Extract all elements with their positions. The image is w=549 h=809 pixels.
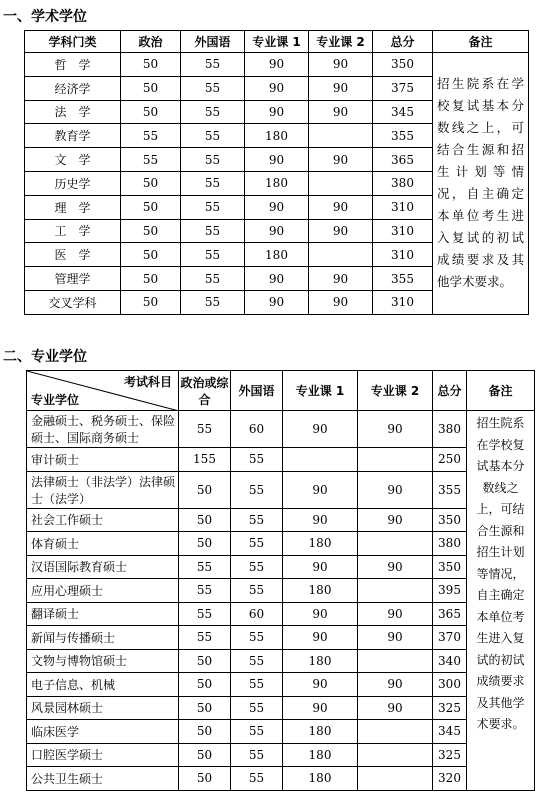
discipline-cell: 医 学 (25, 243, 121, 267)
score-cell: 90 (245, 290, 309, 314)
degree-cell: 审计硕士 (27, 448, 179, 472)
score-cell: 55 (181, 219, 245, 243)
col-header: 备注 (433, 31, 529, 53)
col-header: 备注 (467, 371, 535, 411)
table-row (27, 649, 535, 673)
diag-header-top: 考试科目 (123, 375, 172, 389)
discipline-cell: 经济学 (25, 76, 121, 100)
score-cell: 55 (231, 720, 283, 744)
score-cell: 345 (433, 720, 467, 744)
score-cell: 350 (373, 53, 433, 77)
degree-cell: 公共卫生硕士 (27, 767, 179, 791)
degree-cell: 体育硕士 (27, 532, 179, 556)
discipline-cell: 法 学 (25, 100, 121, 124)
section1-title: 一、学术学位 (3, 9, 87, 25)
col-header: 专业课 1 (245, 31, 309, 53)
table-header-row (27, 371, 535, 411)
table-row (27, 448, 535, 472)
discipline-cell: 工 学 (25, 219, 121, 243)
score-cell: 50 (179, 649, 231, 673)
diagonal-header (27, 371, 179, 411)
degree-cell: 翻译硕士 (27, 602, 179, 626)
score-cell: 355 (373, 267, 433, 291)
score-cell: 355 (433, 471, 467, 508)
score-cell: 50 (179, 508, 231, 532)
score-cell: 90 (309, 148, 373, 172)
score-cell: 90 (245, 53, 309, 77)
score-cell: 90 (358, 696, 433, 720)
score-cell: 50 (121, 267, 181, 291)
score-cell: 90 (283, 471, 358, 508)
score-cell (358, 743, 433, 767)
score-cell: 90 (358, 602, 433, 626)
score-cell (309, 124, 373, 148)
degree-cell: 临床医学 (27, 720, 179, 744)
degree-cell: 汉语国际教育硕士 (27, 555, 179, 579)
score-cell: 55 (231, 555, 283, 579)
table-row (27, 673, 535, 697)
score-cell: 55 (231, 579, 283, 603)
score-cell (309, 171, 373, 195)
score-cell: 55 (181, 76, 245, 100)
score-cell: 55 (181, 148, 245, 172)
score-cell: 90 (358, 555, 433, 579)
score-cell: 380 (433, 411, 467, 448)
score-cell: 90 (358, 673, 433, 697)
table-row (27, 471, 535, 508)
score-cell: 55 (121, 124, 181, 148)
score-cell: 310 (373, 219, 433, 243)
col-header: 专业课 1 (283, 371, 358, 411)
score-cell: 55 (181, 243, 245, 267)
degree-cell: 法律硕士（非法学）法律硕士（法学） (27, 471, 179, 508)
score-cell (358, 720, 433, 744)
score-cell: 55 (231, 767, 283, 791)
score-cell: 50 (179, 767, 231, 791)
score-cell: 90 (283, 508, 358, 532)
score-cell: 55 (181, 171, 245, 195)
degree-cell: 社会工作硕士 (27, 508, 179, 532)
score-cell: 60 (231, 602, 283, 626)
degree-cell: 电子信息、机械 (27, 673, 179, 697)
discipline-cell: 历史学 (25, 171, 121, 195)
score-cell: 55 (231, 508, 283, 532)
score-cell: 90 (283, 696, 358, 720)
score-cell: 50 (121, 171, 181, 195)
score-cell: 90 (309, 290, 373, 314)
score-cell: 55 (179, 579, 231, 603)
score-cell: 350 (433, 508, 467, 532)
score-cell: 55 (181, 195, 245, 219)
score-cell (283, 448, 358, 472)
score-cell: 90 (358, 411, 433, 448)
score-cell: 50 (121, 53, 181, 77)
score-cell: 55 (231, 673, 283, 697)
discipline-cell: 管理学 (25, 267, 121, 291)
score-cell: 90 (309, 195, 373, 219)
score-cell: 90 (245, 148, 309, 172)
discipline-cell: 哲 学 (25, 53, 121, 77)
table-row (27, 743, 535, 767)
discipline-cell: 理 学 (25, 195, 121, 219)
score-cell: 365 (433, 602, 467, 626)
score-cell: 90 (309, 76, 373, 100)
score-cell: 90 (283, 411, 358, 448)
score-cell: 55 (231, 471, 283, 508)
score-cell: 50 (179, 673, 231, 697)
score-cell (358, 649, 433, 673)
score-cell: 320 (433, 767, 467, 791)
score-cell: 380 (373, 171, 433, 195)
score-cell: 340 (433, 649, 467, 673)
score-cell: 55 (181, 124, 245, 148)
score-cell: 90 (358, 471, 433, 508)
table-row (27, 767, 535, 791)
score-cell: 90 (309, 100, 373, 124)
table-row (27, 532, 535, 556)
score-cell: 55 (231, 649, 283, 673)
col-header: 政治 (121, 31, 181, 53)
degree-cell: 风景园林硕士 (27, 696, 179, 720)
score-cell: 180 (245, 243, 309, 267)
degree-cell: 应用心理硕士 (27, 579, 179, 603)
score-cell: 90 (245, 219, 309, 243)
score-cell: 180 (283, 743, 358, 767)
table-header-row (25, 31, 529, 53)
col-header: 专业课 2 (358, 371, 433, 411)
col-header: 专业课 2 (309, 31, 373, 53)
degree-cell: 金融硕士、税务硕士、保险硕士、国际商务硕士 (27, 411, 179, 448)
score-cell: 90 (245, 267, 309, 291)
score-cell: 90 (245, 76, 309, 100)
col-header: 外国语 (181, 31, 245, 53)
score-cell: 180 (245, 124, 309, 148)
score-cell: 325 (433, 743, 467, 767)
score-cell: 250 (433, 448, 467, 472)
score-cell: 55 (179, 602, 231, 626)
score-cell: 180 (283, 532, 358, 556)
score-cell: 50 (121, 219, 181, 243)
score-cell: 180 (283, 649, 358, 673)
col-header: 政治或综合 (179, 371, 231, 411)
score-cell: 90 (283, 602, 358, 626)
score-cell: 310 (373, 195, 433, 219)
score-cell: 50 (121, 195, 181, 219)
score-cell: 50 (179, 743, 231, 767)
discipline-cell: 文 学 (25, 148, 121, 172)
degree-cell: 新闻与传播硕士 (27, 626, 179, 650)
remarks-cell: 招生院系在学校复试基本分数线之上，可结合生源和招生计划等情况，自主确定本单位考生进入复试的初试成绩要求及其他学术要求。 (467, 411, 535, 791)
score-cell: 50 (121, 76, 181, 100)
score-cell: 55 (179, 626, 231, 650)
score-cell: 90 (283, 673, 358, 697)
score-cell: 55 (179, 411, 231, 448)
remarks-cell: 招生院系在学校复试基本分数线之上，可结合生源和招生计划等情况，自主确定本单位考生进入复试的初试成绩要求及其他学术要求。 (433, 53, 529, 315)
score-cell: 50 (121, 100, 181, 124)
score-cell: 395 (433, 579, 467, 603)
score-cell: 350 (433, 555, 467, 579)
score-cell: 180 (283, 720, 358, 744)
score-cell: 90 (358, 508, 433, 532)
score-cell: 90 (309, 53, 373, 77)
score-cell: 90 (245, 100, 309, 124)
discipline-cell: 交叉学科 (25, 290, 121, 314)
score-cell: 155 (179, 448, 231, 472)
score-cell: 55 (179, 555, 231, 579)
score-cell: 55 (181, 290, 245, 314)
score-cell: 90 (245, 195, 309, 219)
table-row (27, 579, 535, 603)
score-cell: 180 (283, 767, 358, 791)
score-cell: 55 (121, 148, 181, 172)
discipline-cell: 教育学 (25, 124, 121, 148)
score-cell: 380 (433, 532, 467, 556)
score-cell: 50 (121, 243, 181, 267)
score-cell: 90 (283, 555, 358, 579)
score-cell: 55 (181, 267, 245, 291)
table-row (27, 411, 535, 448)
score-cell: 50 (179, 720, 231, 744)
table-row (27, 555, 535, 579)
score-cell: 355 (373, 124, 433, 148)
score-cell (358, 532, 433, 556)
table-row (27, 626, 535, 650)
score-cell: 90 (283, 626, 358, 650)
score-cell: 60 (231, 411, 283, 448)
score-cell: 50 (179, 532, 231, 556)
col-header: 外国语 (231, 371, 283, 411)
score-cell: 370 (433, 626, 467, 650)
score-cell: 55 (181, 100, 245, 124)
score-cell: 180 (283, 579, 358, 603)
score-cell: 310 (373, 243, 433, 267)
score-cell: 55 (231, 448, 283, 472)
score-cell: 300 (433, 673, 467, 697)
score-cell: 365 (373, 148, 433, 172)
col-header: 总分 (433, 371, 467, 411)
degree-cell: 口腔医学硕士 (27, 743, 179, 767)
score-cell: 50 (121, 290, 181, 314)
score-cell (309, 243, 373, 267)
score-cell: 90 (309, 267, 373, 291)
table-row (27, 602, 535, 626)
col-header: 学科门类 (25, 31, 121, 53)
score-cell: 90 (358, 626, 433, 650)
table-row (25, 53, 529, 77)
score-cell: 180 (245, 171, 309, 195)
score-cell: 55 (231, 532, 283, 556)
score-cell (358, 579, 433, 603)
score-cell: 55 (231, 696, 283, 720)
score-cell: 310 (373, 290, 433, 314)
section2-title: 二、专业学位 (3, 349, 87, 365)
table-row (27, 508, 535, 532)
score-cell: 375 (373, 76, 433, 100)
score-cell: 50 (179, 471, 231, 508)
degree-cell: 文物与博物馆硕士 (27, 649, 179, 673)
table-row (27, 696, 535, 720)
diag-header-bottom: 专业学位 (31, 393, 80, 407)
table-row (27, 720, 535, 744)
score-cell (358, 767, 433, 791)
score-cell: 55 (231, 626, 283, 650)
score-cell: 345 (373, 100, 433, 124)
professional-degree-table (26, 370, 535, 791)
academic-degree-table (24, 30, 529, 315)
score-cell (358, 448, 433, 472)
col-header: 总分 (373, 31, 433, 53)
score-cell: 55 (181, 53, 245, 77)
score-cell: 90 (309, 219, 373, 243)
score-cell: 55 (231, 743, 283, 767)
score-cell: 325 (433, 696, 467, 720)
score-cell: 50 (179, 696, 231, 720)
